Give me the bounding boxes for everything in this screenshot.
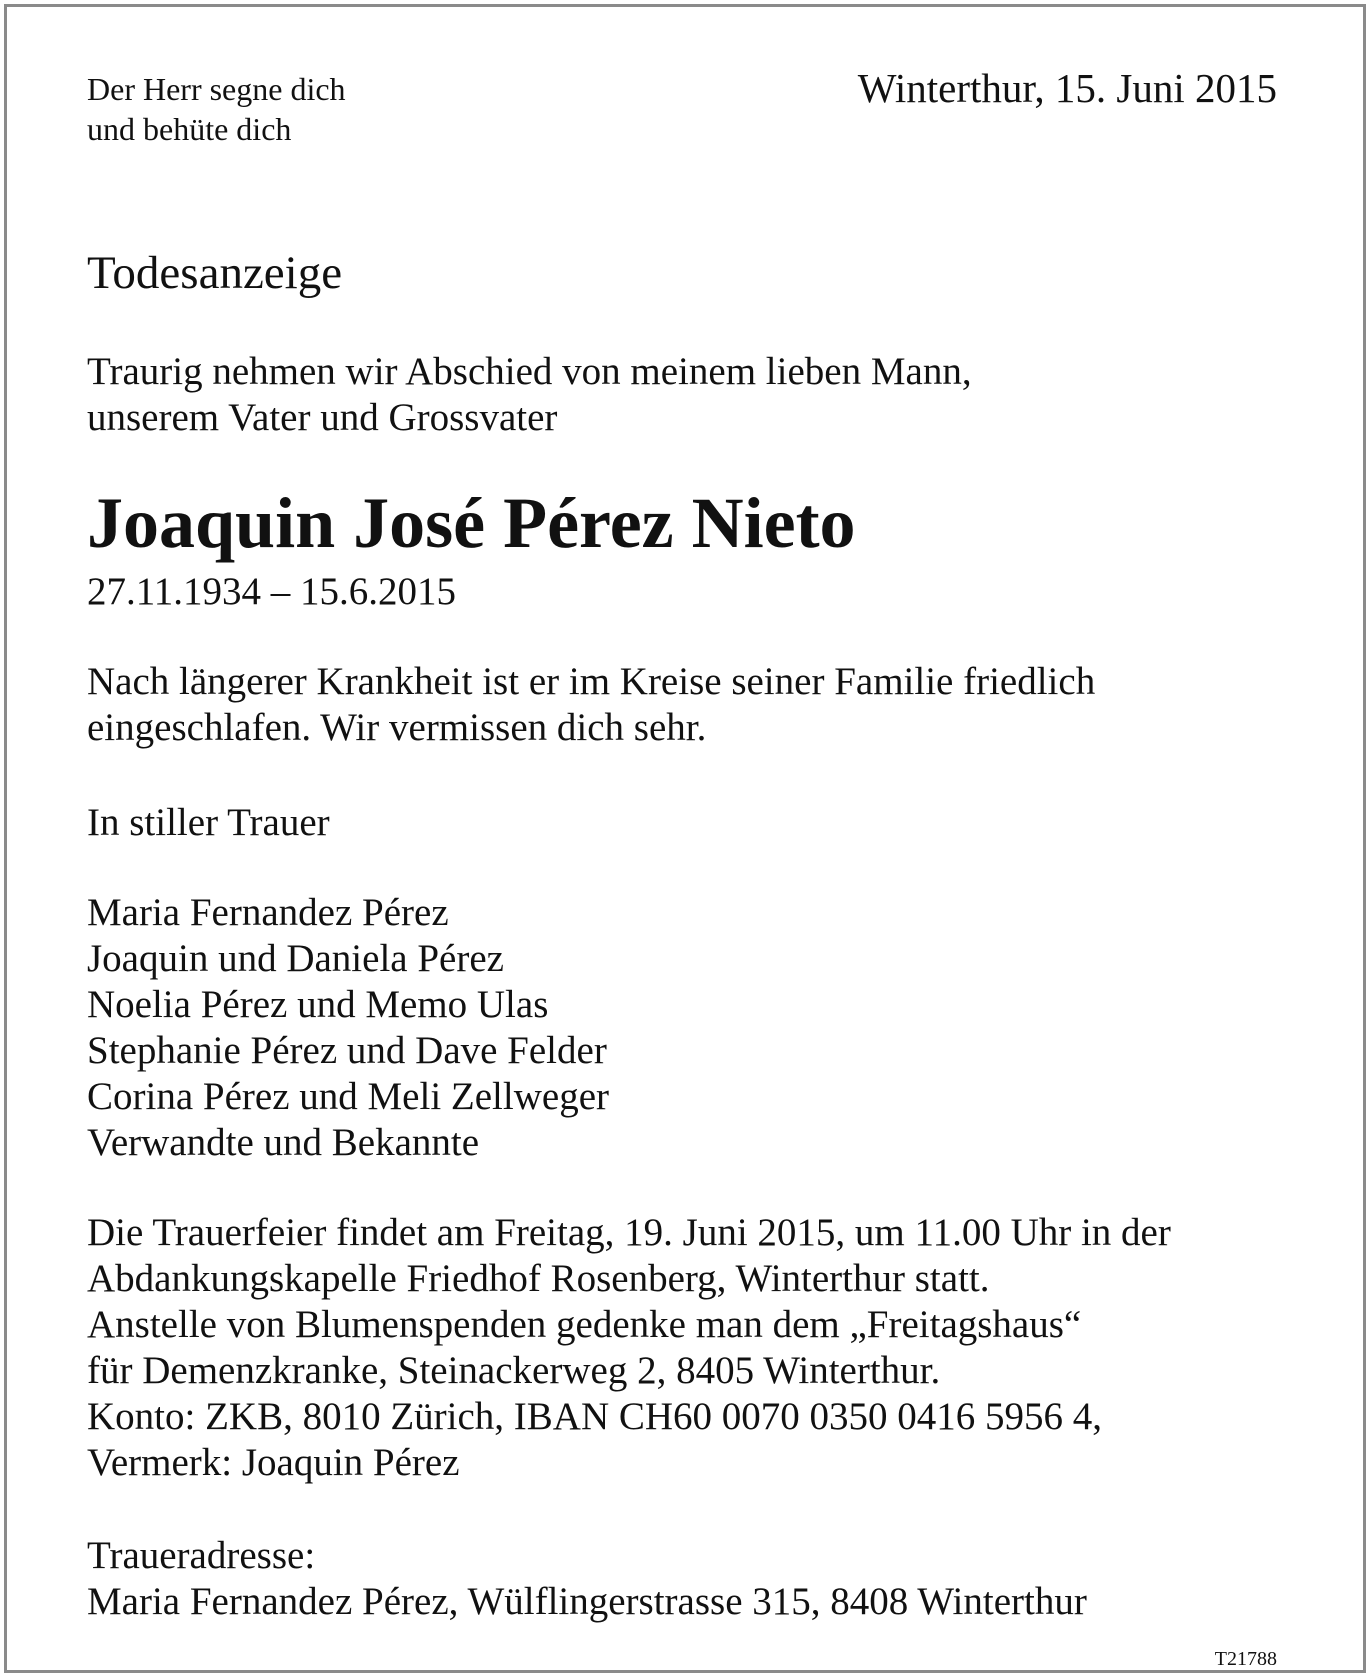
service-line: für Demenzkranke, Steinackerweg 2, 8405 Winterthur. [87,1349,941,1392]
service-line: Konto: ZKB, 8010 Zürich, IBAN CH60 0070 0350 0416 5956 4, [87,1395,1103,1438]
motto-line-1: Der Herr segne dich [87,71,346,107]
mourning-address [87,1533,1087,1625]
obituary-frame [4,4,1366,1673]
family-member: Joaquin und Daniela Pérez [87,937,504,980]
intro-line-2: unserem Vater und Grossvater [87,396,558,439]
intro-line-1: Traurig nehmen wir Abschied von meinem lieben Mann, [87,350,972,393]
mourning-address-label: Traueradresse: [87,1534,316,1577]
motto-line-2: und behüte dich [87,111,292,147]
notice-heading: Todesanzeige [87,247,343,299]
family-member: Maria Fernandez Pérez [87,891,449,934]
service-line: Die Trauerfeier findet am Freitag, 19. Juni 2015, um 11.00 Uhr in der [87,1211,1171,1254]
family-member: Corina Pérez und Meli Zellweger [87,1075,609,1118]
family-member: Noelia Pérez und Memo Ulas [87,983,549,1026]
place-and-date: Winterthur, 15. Juni 2015 [857,65,1277,111]
family-list [87,890,609,1166]
farewell-message [87,659,1095,751]
mourning-address-value: Maria Fernandez Pérez, Wülflingerstrasse 315, 8408 Winterthur [87,1580,1087,1623]
service-line: Abdankungskapelle Friedhof Rosenberg, Winterthur statt. [87,1257,990,1300]
deceased-name: Joaquin José Pérez Nieto [87,483,856,563]
family-member: Verwandte und Bekannte [87,1121,480,1164]
life-dates: 27.11.1934 – 15.6.2015 [87,570,457,613]
mourning-label: In stiller Trauer [87,801,330,844]
reference-code: T21788 [1214,1648,1277,1670]
service-line: Vermerk: Joaquin Pérez [87,1441,460,1484]
motto [87,69,346,149]
intro-text [87,349,972,441]
service-line: Anstelle von Blumenspenden gedenke man dem „Freitagshaus“ [87,1303,1082,1346]
family-member: Stephanie Pérez und Dave Felder [87,1029,607,1072]
funeral-service-info [87,1210,1171,1486]
message-line-1: Nach längerer Krankheit ist er im Kreise seiner Familie friedlich [87,660,1096,703]
message-line-2: eingeschlafen. Wir vermissen dich sehr. [87,706,707,749]
